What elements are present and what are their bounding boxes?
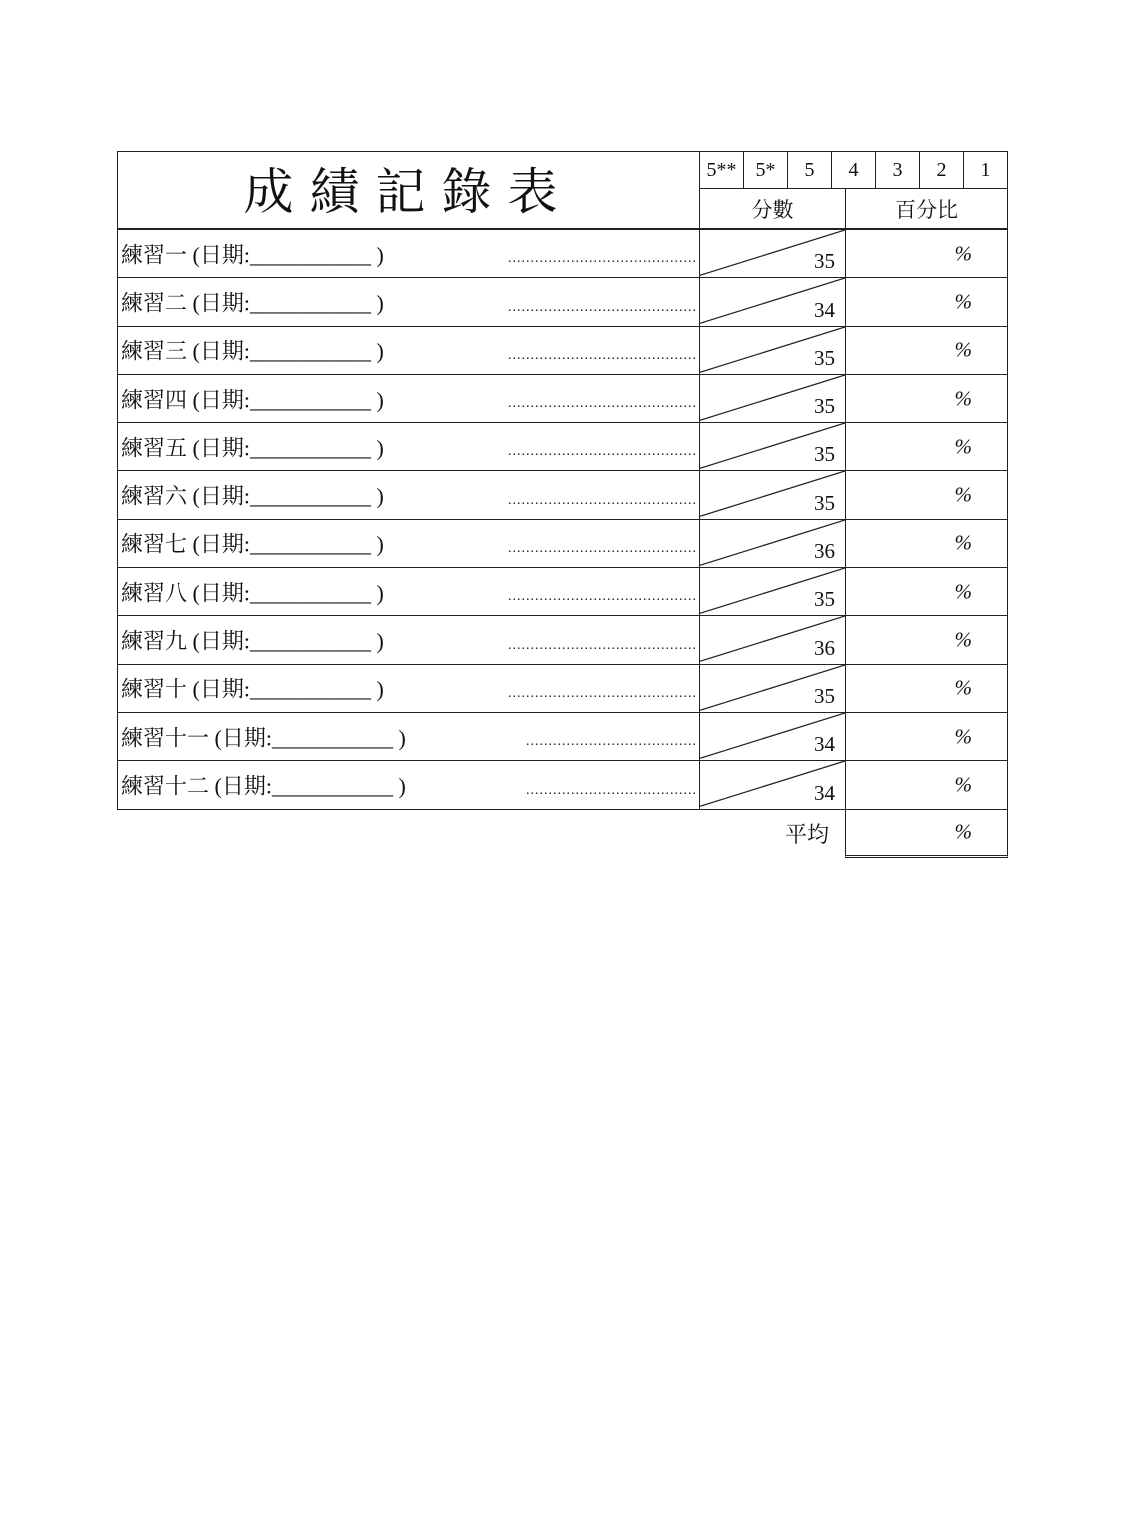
percent-cell[interactable]: [846, 761, 1007, 808]
score-column-header: 分數: [700, 189, 846, 228]
exercise-label: 練習二 (日期:___________ ): [121, 290, 384, 316]
score-cell[interactable]: [700, 327, 846, 374]
percent-sign: %: [954, 337, 972, 362]
percent-sign: %: [954, 482, 972, 507]
grade-cell: 5: [788, 152, 832, 188]
exercise-label-cell: [118, 616, 700, 663]
exercise-label-cell: [118, 761, 700, 808]
exercise-label-cell: [118, 520, 700, 567]
percent-sign: %: [954, 772, 972, 797]
percent-sign: %: [954, 386, 972, 411]
grade-cell: 4: [832, 152, 876, 188]
dot-leader: ......................................: [526, 734, 697, 750]
max-score: 35: [814, 442, 835, 467]
grade-cell: 5**: [700, 152, 744, 188]
exercise-row: [118, 712, 1007, 760]
percent-cell[interactable]: [846, 375, 1007, 422]
percent-sign: %: [954, 289, 972, 314]
average-label: 平均: [784, 822, 829, 848]
max-score: 34: [814, 780, 835, 805]
score-cell[interactable]: [700, 665, 846, 712]
score-cell[interactable]: [700, 375, 846, 422]
max-score: 35: [814, 249, 835, 274]
percent-column-header: 百分比: [895, 197, 958, 222]
percent-cell[interactable]: [846, 471, 1007, 518]
column-labels: [700, 189, 1007, 228]
exercise-row: [118, 422, 1007, 470]
max-score: 35: [814, 490, 835, 515]
average-spacer: [117, 810, 699, 858]
exercise-row: [118, 567, 1007, 615]
percent-cell[interactable]: [846, 520, 1007, 567]
exercise-label-cell: [118, 375, 700, 422]
exercise-row: [118, 470, 1007, 518]
score-cell[interactable]: [700, 423, 846, 470]
grade-cell: 5*: [744, 152, 788, 188]
max-score: 35: [814, 345, 835, 370]
percent-cell[interactable]: [846, 713, 1007, 760]
score-cell[interactable]: [700, 616, 846, 663]
max-score: 35: [814, 683, 835, 708]
dot-leader: ..........................................: [508, 396, 697, 412]
exercise-label: 練習四 (日期:___________ ): [121, 387, 384, 413]
score-cell[interactable]: [700, 230, 846, 277]
dot-leader: ..........................................: [508, 685, 697, 701]
max-score: 35: [814, 587, 835, 612]
header-row: [117, 151, 1008, 228]
exercise-label-cell: [118, 568, 700, 615]
max-score: 34: [814, 297, 835, 322]
exercise-label-cell: [118, 713, 700, 760]
percent-sign: %: [954, 627, 972, 652]
exercise-label: 練習七 (日期:___________ ): [121, 531, 384, 557]
exercise-label-cell: [118, 665, 700, 712]
dot-leader: ..........................................: [508, 637, 697, 653]
exercise-label-cell: [118, 230, 700, 277]
exercise-label: 練習八 (日期:___________ ): [121, 580, 384, 606]
dot-leader: ..........................................: [508, 251, 697, 267]
exercise-row: [118, 229, 1007, 277]
exercise-label: 練習十 (日期:___________ ): [121, 676, 384, 702]
grade-cell: 1: [980, 158, 991, 181]
percent-cell[interactable]: [846, 665, 1007, 712]
dot-leader: ..........................................: [508, 541, 697, 557]
dot-leader: ..........................................: [508, 492, 697, 508]
grade-cell: 3: [876, 152, 920, 188]
exercise-label-cell: [118, 423, 700, 470]
exercise-label-cell: [118, 278, 700, 325]
percent-cell[interactable]: [846, 278, 1007, 325]
max-score: 36: [814, 539, 835, 564]
percent-sign: %: [954, 819, 972, 844]
grade-cell: 2: [920, 152, 964, 188]
percent-sign: %: [954, 579, 972, 604]
exercise-row: [118, 615, 1007, 663]
exercise-row: [118, 277, 1007, 325]
exercise-label: 練習一 (日期:___________ ): [121, 242, 384, 268]
percent-sign: %: [954, 434, 972, 459]
exercise-row: [118, 664, 1007, 712]
exercise-label: 練習五 (日期:___________ ): [121, 435, 384, 461]
score-record-sheet: [117, 151, 1008, 858]
exercise-row: [118, 326, 1007, 374]
exercise-row: [118, 760, 1007, 808]
average-percent-cell[interactable]: [845, 810, 1008, 858]
exercise-label: 練習三 (日期:___________ ): [121, 338, 384, 364]
score-cell[interactable]: [700, 568, 846, 615]
max-score: 36: [814, 635, 835, 660]
grade-scale: [700, 152, 1007, 189]
dot-leader: ..........................................: [508, 299, 697, 315]
score-cell[interactable]: [700, 761, 846, 808]
exercise-label: 練習十二 (日期:___________ ): [121, 773, 406, 799]
max-score: 35: [814, 394, 835, 419]
exercise-row: [118, 519, 1007, 567]
exercise-label: 練習九 (日期:___________ ): [121, 628, 384, 654]
max-score: 34: [814, 732, 835, 757]
percent-cell[interactable]: [846, 327, 1007, 374]
average-row: [117, 809, 1008, 858]
percent-cell[interactable]: [846, 568, 1007, 615]
dot-leader: ......................................: [526, 782, 697, 798]
percent-sign: %: [954, 241, 972, 266]
score-cell[interactable]: [700, 713, 846, 760]
exercise-rows: [117, 228, 1008, 809]
grade-area: [700, 152, 1007, 228]
percent-cell[interactable]: [846, 616, 1007, 663]
score-cell[interactable]: [700, 520, 846, 567]
exercise-label: 練習十一 (日期:___________ ): [121, 725, 406, 751]
percent-cell[interactable]: [846, 230, 1007, 277]
dot-leader: ..........................................: [508, 444, 697, 460]
percent-sign: %: [954, 530, 972, 555]
dot-leader: ..........................................: [508, 347, 697, 363]
percent-cell[interactable]: [846, 423, 1007, 470]
percent-sign: %: [954, 675, 972, 700]
exercise-label-cell: [118, 471, 700, 518]
exercise-label: 練習六 (日期:___________ ): [121, 483, 384, 509]
dot-leader: ..........................................: [508, 589, 697, 605]
score-cell[interactable]: [700, 471, 846, 518]
title-cell: [118, 152, 700, 228]
score-cell[interactable]: [700, 278, 846, 325]
sheet-title: 成績記錄表: [243, 163, 574, 221]
exercise-label-cell: [118, 327, 700, 374]
exercise-row: [118, 374, 1007, 422]
percent-sign: %: [954, 724, 972, 749]
